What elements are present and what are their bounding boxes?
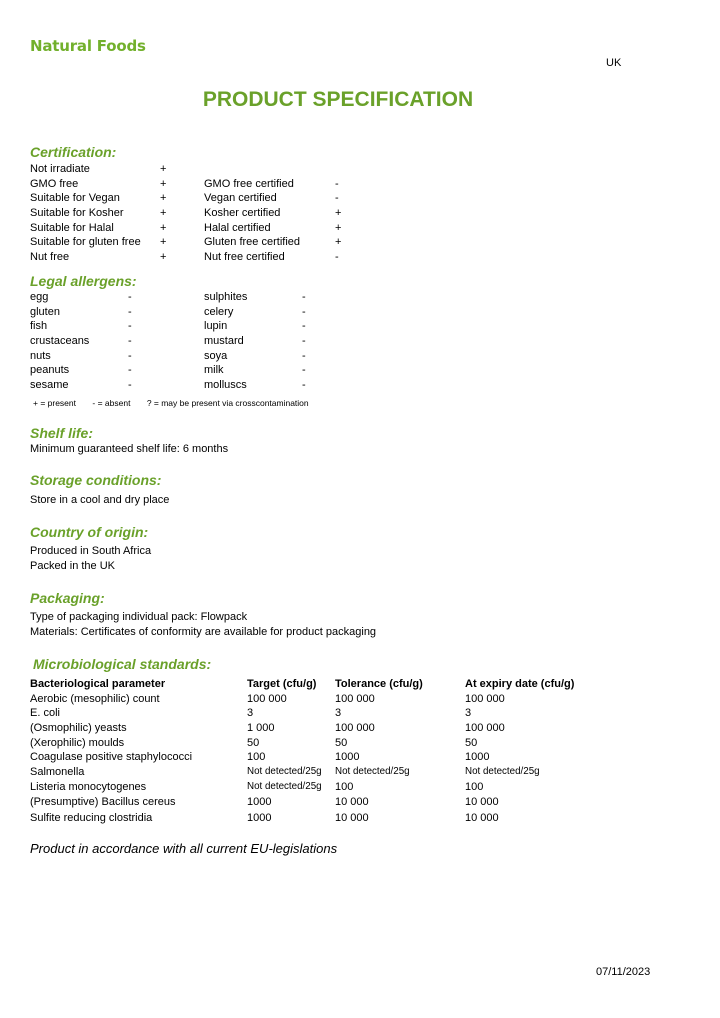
micro-value: 10 000 bbox=[335, 811, 369, 824]
cert-label: Suitable for gluten free bbox=[30, 236, 141, 249]
micro-value: 1000 bbox=[335, 751, 360, 764]
allergen-row bbox=[30, 349, 350, 364]
allergen-label: celery bbox=[204, 305, 234, 318]
cert-certified-value: - bbox=[335, 192, 339, 205]
storage-heading: Storage conditions: bbox=[30, 472, 162, 488]
allergen-label: molluscs bbox=[204, 379, 247, 392]
certification-row bbox=[30, 162, 370, 177]
micro-value: 1 000 bbox=[247, 722, 275, 735]
allergen-row bbox=[30, 305, 350, 320]
micro-heading: Microbiological standards: bbox=[33, 656, 212, 672]
cert-certified-value: + bbox=[335, 207, 342, 220]
allergen-label: sulphites bbox=[204, 291, 248, 303]
micro-parameter: Sulfite reducing clostridia bbox=[30, 811, 153, 824]
packaging-line-2: Materials: Certificates of conformity are available for product packaging bbox=[30, 626, 377, 638]
allergen-value: - bbox=[128, 320, 132, 333]
allergen-label: nuts bbox=[30, 349, 51, 362]
cert-value: + bbox=[160, 207, 167, 220]
micro-column-header: At expiry date (cfu/g) bbox=[465, 678, 575, 690]
micro-row bbox=[30, 811, 650, 826]
micro-parameter: Listeria monocytogenes bbox=[30, 780, 147, 793]
micro-parameter: Coagulase positive staphylococci bbox=[30, 751, 193, 764]
micro-value: 100 bbox=[465, 780, 484, 793]
cert-label: Suitable for Halal bbox=[30, 221, 114, 234]
cert-certified-value: + bbox=[335, 236, 342, 249]
certification-row bbox=[30, 206, 370, 221]
micro-value: 100 000 bbox=[465, 722, 505, 735]
cert-label: Suitable for Kosher bbox=[30, 207, 124, 220]
allergens-table bbox=[30, 290, 350, 393]
certification-table bbox=[30, 162, 370, 265]
allergen-value: - bbox=[302, 379, 306, 392]
cert-certified-value: + bbox=[335, 221, 342, 234]
micro-value: 3 bbox=[247, 707, 254, 720]
micro-parameter: E. coli bbox=[30, 707, 60, 720]
allergens-heading: Legal allergens: bbox=[30, 273, 137, 289]
allergen-label: egg bbox=[30, 291, 49, 303]
cert-value: + bbox=[160, 192, 167, 205]
allergen-value: - bbox=[128, 335, 132, 348]
micro-column-header: Bacteriological parameter bbox=[30, 678, 166, 690]
certification-row bbox=[30, 235, 370, 250]
document-date: 07/11/2023 bbox=[596, 966, 651, 978]
cert-certified-label: Nut free certified bbox=[204, 251, 285, 264]
shelf-life-text: Minimum guaranteed shelf life: 6 months bbox=[30, 443, 229, 455]
micro-value: 3 bbox=[335, 707, 342, 720]
micro-row bbox=[30, 692, 650, 707]
cert-certified-label: Kosher certified bbox=[204, 207, 281, 220]
allergen-value: - bbox=[302, 349, 306, 362]
allergen-value: - bbox=[128, 379, 132, 392]
legend-maybe: ? = may be present via crosscontamination bbox=[146, 398, 309, 408]
origin-heading: Country of origin: bbox=[30, 524, 149, 540]
micro-value: Not detected/25g bbox=[335, 766, 410, 778]
allergen-label: sesame bbox=[30, 379, 69, 392]
cert-value: + bbox=[160, 251, 167, 264]
origin-line-1: Produced in South Africa bbox=[30, 545, 152, 557]
storage-text: Store in a cool and dry place bbox=[30, 494, 170, 506]
cert-certified-value: - bbox=[335, 177, 339, 190]
micro-row bbox=[30, 706, 650, 721]
micro-row bbox=[30, 750, 650, 765]
micro-parameter: Salmonella bbox=[30, 766, 85, 779]
allergen-row bbox=[30, 290, 350, 305]
micro-value: 100 bbox=[335, 780, 354, 793]
packaging-line-1: Type of packaging individual pack: Flowpack bbox=[30, 611, 248, 623]
allergen-value: - bbox=[128, 349, 132, 362]
micro-value: 10 000 bbox=[465, 795, 499, 808]
legislation-note: Product in accordance with all current EU-legislations bbox=[30, 841, 338, 856]
cert-certified-label: Halal certified bbox=[204, 221, 271, 234]
allergen-row bbox=[30, 378, 350, 393]
allergen-value: - bbox=[302, 320, 306, 333]
allergen-label: mustard bbox=[204, 335, 244, 348]
allergen-value: - bbox=[302, 291, 306, 303]
allergen-label: peanuts bbox=[30, 364, 70, 377]
cert-certified-label: Vegan certified bbox=[204, 192, 277, 205]
shelf-life-heading: Shelf life: bbox=[30, 425, 94, 441]
micro-value: 10 000 bbox=[465, 811, 499, 824]
allergen-label: crustaceans bbox=[30, 335, 90, 348]
micro-value: 100 000 bbox=[335, 692, 375, 705]
allergen-row bbox=[30, 334, 350, 349]
allergen-legend bbox=[33, 398, 309, 408]
micro-value: 50 bbox=[247, 736, 260, 749]
cert-value: + bbox=[160, 221, 167, 234]
micro-value: 50 bbox=[465, 736, 478, 749]
allergen-value: - bbox=[128, 364, 132, 377]
cert-value: + bbox=[160, 163, 167, 175]
micro-value: Not detected/25g bbox=[247, 766, 322, 778]
micro-parameter: Aerobic (mesophilic) count bbox=[30, 692, 160, 705]
cert-certified-label: GMO free certified bbox=[204, 177, 294, 190]
legend-absent: - = absent bbox=[92, 398, 131, 408]
micro-value: Not detected/25g bbox=[465, 766, 540, 778]
micro-parameter: (Xerophilic) moulds bbox=[30, 736, 125, 749]
allergen-label: milk bbox=[204, 364, 224, 377]
micro-column-header: Target (cfu/g) bbox=[247, 678, 317, 690]
micro-row bbox=[30, 795, 650, 810]
packaging-heading: Packaging: bbox=[30, 590, 105, 606]
micro-table bbox=[30, 677, 650, 825]
page-title: PRODUCT SPECIFICATION bbox=[202, 88, 474, 111]
micro-row bbox=[30, 780, 650, 795]
allergen-row bbox=[30, 363, 350, 378]
cert-value: + bbox=[160, 236, 167, 249]
micro-parameter: (Osmophilic) yeasts bbox=[30, 722, 127, 735]
cert-certified-label: Gluten free certified bbox=[204, 236, 300, 249]
micro-row bbox=[30, 721, 650, 736]
cert-label: Suitable for Vegan bbox=[30, 192, 120, 205]
origin-line-2: Packed in the UK bbox=[30, 560, 115, 572]
allergen-label: gluten bbox=[30, 305, 60, 318]
allergen-label: fish bbox=[30, 320, 48, 333]
micro-row bbox=[30, 765, 650, 780]
allergen-value: - bbox=[302, 305, 306, 318]
micro-parameter: (Presumptive) Bacillus cereus bbox=[30, 795, 176, 808]
cert-certified-value: - bbox=[335, 251, 339, 264]
certification-heading: Certification: bbox=[30, 144, 117, 160]
allergen-value: - bbox=[302, 364, 306, 377]
certification-row bbox=[30, 191, 370, 206]
certification-row bbox=[30, 177, 370, 192]
certification-row bbox=[30, 250, 370, 265]
allergen-label: lupin bbox=[204, 320, 228, 333]
allergen-label: soya bbox=[204, 349, 228, 362]
micro-row bbox=[30, 736, 650, 751]
micro-header-row bbox=[30, 677, 650, 692]
micro-value: 100 000 bbox=[335, 722, 375, 735]
cert-label: GMO free bbox=[30, 177, 79, 190]
legend-present: + = present bbox=[33, 398, 77, 408]
micro-value: 1000 bbox=[465, 751, 490, 764]
allergen-value: - bbox=[128, 291, 132, 303]
micro-value: 1000 bbox=[247, 795, 272, 808]
micro-value: 100 bbox=[247, 751, 266, 764]
micro-value: 3 bbox=[465, 707, 472, 720]
micro-value: 100 000 bbox=[247, 692, 287, 705]
micro-value: 1000 bbox=[247, 811, 272, 824]
cert-label: Not irradiate bbox=[30, 163, 90, 175]
micro-value: 10 000 bbox=[335, 795, 369, 808]
micro-value: 100 000 bbox=[465, 692, 505, 705]
allergen-value: - bbox=[128, 305, 132, 318]
allergen-row bbox=[30, 319, 350, 334]
cert-value: + bbox=[160, 177, 167, 190]
micro-value: 50 bbox=[335, 736, 348, 749]
micro-column-header: Tolerance (cfu/g) bbox=[335, 678, 423, 690]
allergen-value: - bbox=[302, 335, 306, 348]
brand-logo: Natural Foods bbox=[30, 37, 146, 55]
cert-label: Nut free bbox=[30, 251, 70, 264]
micro-value: Not detected/25g bbox=[247, 780, 322, 792]
country-code: UK bbox=[606, 57, 622, 69]
certification-row bbox=[30, 221, 370, 236]
